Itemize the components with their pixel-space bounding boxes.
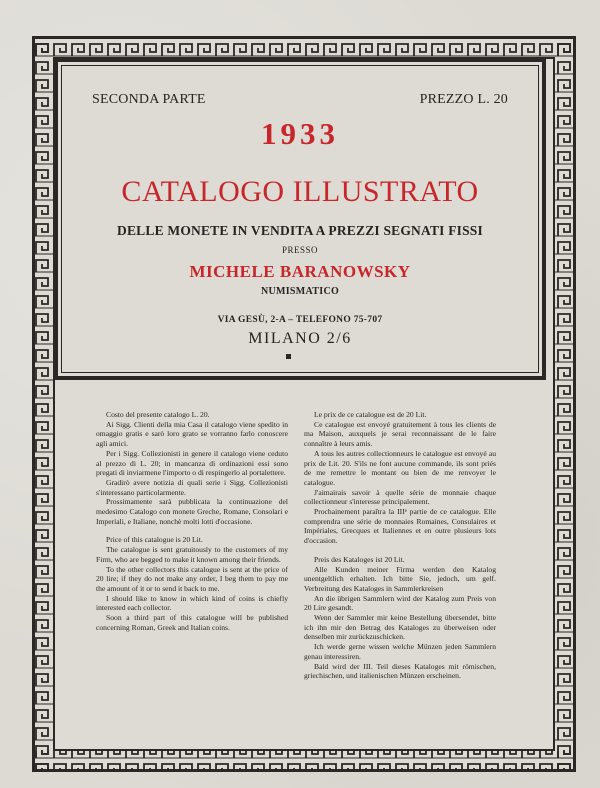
city-date: MILANO 2/6 [248, 330, 352, 347]
de-paragraph: Bald wird der III. Teil dieses Kataloges mit römischen, griechischen, und italienischen Münzen erscheinen. [304, 661, 496, 681]
part-label: SECONDA PARTE [92, 92, 206, 107]
price-label: PREZZO L. 20 [419, 92, 508, 107]
left-column [96, 410, 288, 632]
right-column [304, 410, 496, 681]
it-paragraph: Ai Sigg. Clienti della mia Casa il catalogo viene spedito in omaggio gratis e sarò loro grato se vorranno farlo conoscere agli amici. [96, 419, 288, 449]
year-heading: 1933 [261, 116, 339, 151]
catalog-title: CATALOGO ILLUSTRATO [121, 175, 479, 208]
en-paragraph: To the other collectors this catalogue is sent at the price of 20 lire; if they do not make any order, I beg them to pay me the amount of it or to send it back to me. [96, 564, 288, 593]
fr-paragraph: J'aimairais savoir à quelle série de monnaie chaque collectionneur s'interesse principalement. [304, 487, 496, 507]
fr-paragraph: Ce catalogue est envoyé gratuitement à tous les clients de ma Maison, auxquels je serai reconnaissant de le faire connaître à leurs amis. [304, 419, 496, 449]
dealer-address: VIA GESÙ, 2-A – TELEFONO 75-707 [217, 315, 383, 325]
it-paragraph: Gradirò avere notizia di quali serie i Sigg. Collezionisti s'interessano particolarmente. [96, 477, 288, 497]
header-row [92, 92, 508, 108]
presso-label: PRESSO [281, 245, 319, 255]
en-paragraph: Soon a third part of this catalogue will be published concerning Roman, Greek and Italian coins. [96, 613, 288, 632]
fr-paragraph: A tous les autres collectionneurs le catalogue est envoyé au prix de Lit. 20. S'ils ne font aucune commande, ils sont priés de me remettre le montant ou bien de me renvoyer le catalogue. [304, 448, 496, 487]
it-price: Costo del presente catalogo L. 20. [106, 410, 210, 419]
bullet-ornament [286, 354, 291, 359]
de-price: Preis des Kataloges ist 20 Lit. [314, 554, 405, 564]
de-paragraph: Alle Kunden meiner Firma werden den Katalog unentgeltlich erhalten. Ich bitte Sie, jedoch, um gelf. Verbreitung des Kataloges in Sammlerkreisen [304, 564, 496, 593]
de-paragraph: Wenn der Sammler mir keine Bestellung übersendet, bitte ich ihn mir den Betrag des Kataloges zu überweisen oder denselben mir zurückzuschicken. [304, 613, 496, 642]
fr-price: Le prix de ce catalogue est de 20 Lit. [314, 410, 427, 419]
dealer-role: NUMISMATICO [260, 286, 340, 297]
en-paragraph: The catalogue is sent gratuitously to the customers of my Firm, who are begged to make it known among their friends. [96, 545, 288, 564]
fr-paragraph: Prochainement paraîtra la IIIᵉ partie de ce catalogue. Elle comprendra une série de monnaies Romaines, Consulaires et Impériales, Grecques et Italiennes et en outre plusieurs lots d'occasion. [304, 507, 496, 546]
it-paragraph: Prossimamente sarà pubblicata la continuazione del medesimo Catalogo con monete Greche, Romane, Consolari e Imperiali, e Italiane, nonchè molti lotti d'occasione. [96, 497, 288, 526]
en-paragraph: I should like to know in which kind of coins is chiefly interested each collector. [96, 593, 288, 613]
en-price: Price of this catalogue is 20 Lit. [106, 535, 203, 545]
dealer-name: MICHELE BARANOWSKY [189, 262, 411, 281]
it-paragraph: Per i Sigg. Collezionisti in genere il catalogo viene ceduto al prezzo di L. 20; in mancanza di ordinazioni essi sono pregati di inviarmene l'importo o di respingerlo al portalettere. [96, 448, 288, 478]
de-paragraph: An die übrigen Sammlern wird der Katalog zum Preis von 20 Lire gesandt. [304, 593, 496, 613]
de-paragraph: Ich werde gerne wissen welche Münzen jeden Sammlern genau interessiren. [304, 642, 496, 661]
catalog-subtitle: DELLE MONETE IN VENDITA A PREZZI SEGNATI FISSI [117, 223, 483, 238]
